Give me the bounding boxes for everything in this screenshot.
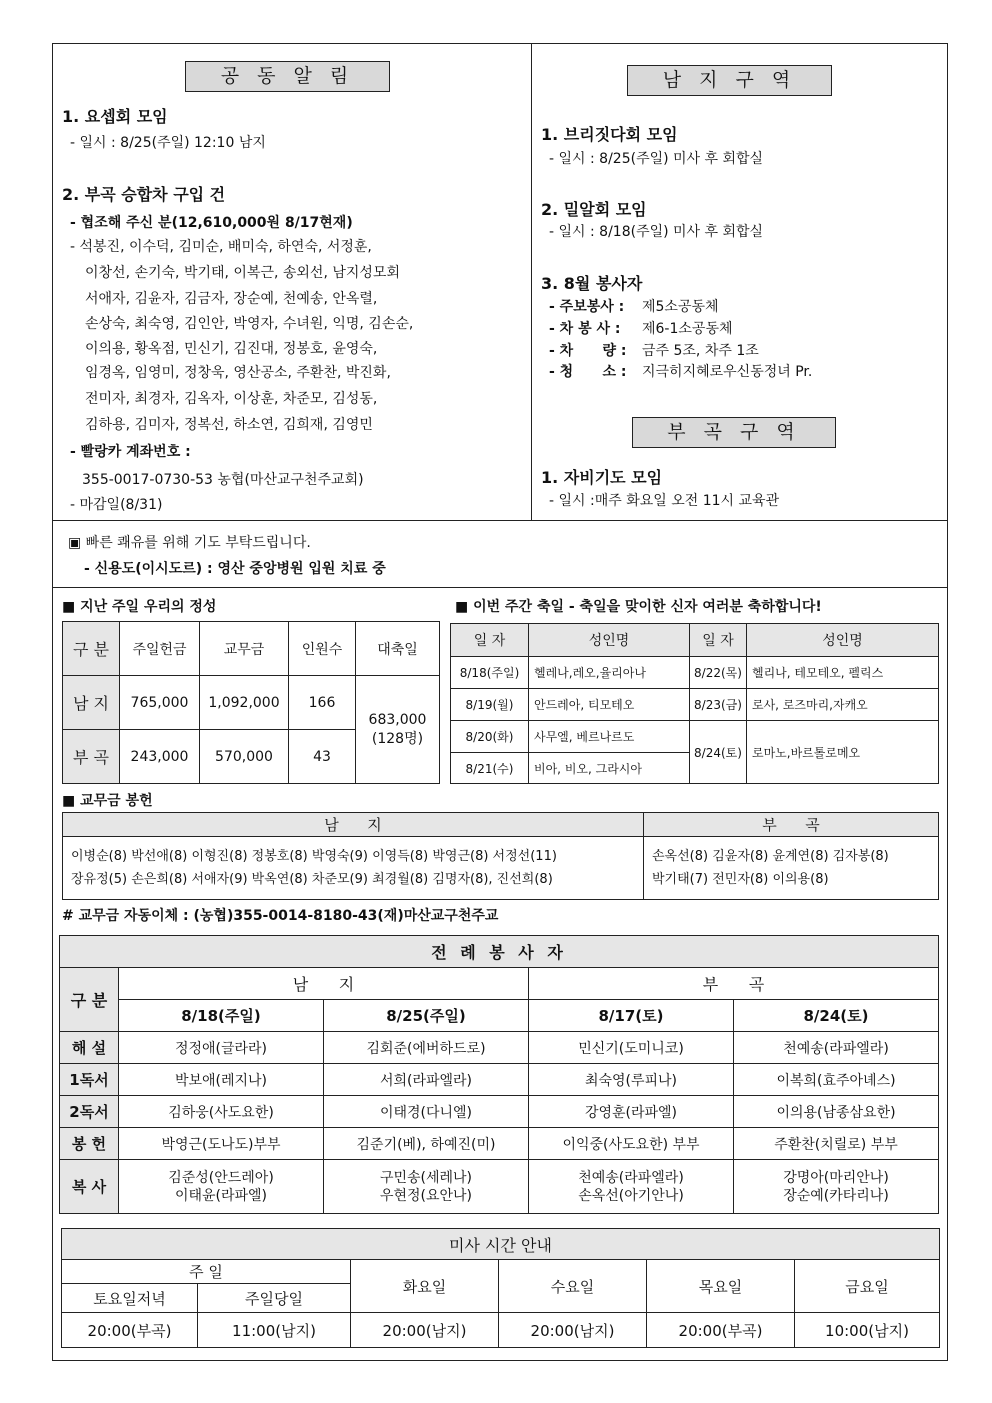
- server-name: 손옥선(아기안나): [578, 1187, 684, 1204]
- namji-item3-title: 3. 8월 봉사자: [541, 274, 643, 293]
- common-item1-line: - 일시 : 8/25(주일) 12:10 남지: [70, 135, 266, 151]
- feast-names: 안드레아, 티모테오: [529, 689, 690, 721]
- feast-date: 8/19(월): [451, 689, 529, 721]
- table-cell: 43: [289, 730, 356, 784]
- table-row: [451, 721, 939, 753]
- table-cell: 이태경(다니엘): [324, 1096, 529, 1128]
- column-header: 성인명: [747, 624, 939, 657]
- table-row: [60, 1160, 939, 1214]
- mass-times-table: [61, 1228, 940, 1348]
- volunteer-label: - 차 량 :: [549, 343, 627, 359]
- feast-names: 헬레나,레오,율리아나: [529, 657, 690, 689]
- dues-line: 이병순(8) 박선애(8) 이형진(8) 정봉호(8) 박영숙(9) 이영득(8) 박영근(8) 서정선(11): [71, 849, 557, 864]
- table-cell: [529, 1160, 734, 1214]
- volunteer-value: 제5소공동체: [642, 299, 719, 315]
- table-header-row: [60, 1000, 939, 1032]
- column-header: 남 지: [119, 968, 529, 1000]
- table-cell: 정정애(글라라): [119, 1032, 324, 1064]
- table-cell: 김준기(베), 하예진(미): [324, 1128, 529, 1160]
- table-cell: 김하웅(사도요한): [119, 1096, 324, 1128]
- feast-table: [450, 623, 939, 784]
- table-row: [62, 1313, 940, 1348]
- bugok-item1-title: 1. 자비기도 모임: [541, 468, 663, 487]
- table-row: [60, 1096, 939, 1128]
- column-header: 교무금: [200, 622, 289, 676]
- deadline: - 마감일(8/31): [70, 497, 163, 513]
- table-header-row: [451, 624, 939, 657]
- account-number: 355-0017-0730-53 농협(마산교구천주교회): [82, 472, 364, 488]
- column-header: 화요일: [351, 1260, 499, 1313]
- table-title-row: [60, 936, 939, 968]
- feast-date: 8/21(수): [451, 753, 529, 784]
- table-row: [63, 676, 440, 730]
- table-cell: 김회준(에버하드로): [324, 1032, 529, 1064]
- column-header: 토요일저녁: [62, 1284, 198, 1313]
- table-cell: 570,000: [200, 730, 289, 784]
- row-label: 부 곡: [63, 730, 120, 784]
- volunteer-value: 제6-1소공동체: [642, 321, 733, 337]
- table-cell: 강영훈(라파엘): [529, 1096, 734, 1128]
- table-row: [451, 657, 939, 689]
- column-divider: [531, 43, 532, 521]
- column-header: 수요일: [499, 1260, 647, 1313]
- column-header: 주 일: [62, 1260, 351, 1284]
- feast-date: 8/24(토): [690, 721, 747, 784]
- donor-line: 손상숙, 최숙영, 김인안, 박영자, 수녀원, 익명, 김손순,: [85, 316, 414, 332]
- date-header: 8/18(주일): [119, 1000, 324, 1032]
- mass-time: 11:00(남지): [198, 1313, 351, 1348]
- date-header: 8/17(토): [529, 1000, 734, 1032]
- dues-table: [62, 812, 939, 900]
- column-header: 구 분: [63, 622, 120, 676]
- volunteer-label: - 청 소 :: [549, 364, 627, 380]
- volunteer-label: - 차 봉 사 :: [549, 321, 621, 337]
- role-label: 봉 헌: [60, 1128, 119, 1160]
- date-header: 8/24(토): [734, 1000, 939, 1032]
- table-cell: 서희(라파엘라): [324, 1064, 529, 1096]
- section-divider: [52, 587, 948, 588]
- liturgy-title: 전 례 봉 사 자: [60, 936, 939, 968]
- feast-names: 사무엘, 베르나르도: [529, 721, 690, 753]
- column-header: 주일당일: [198, 1284, 351, 1313]
- prayer-heading: ▣ 빠른 쾌유를 위해 기도 부탁드립니다.: [68, 535, 311, 551]
- donor-line: - 석봉진, 이수덕, 김미순, 배미숙, 하연숙, 서정훈,: [70, 239, 372, 255]
- date-header: 8/25(주일): [324, 1000, 529, 1032]
- liturgy-table: [59, 935, 939, 1214]
- bugok-dues-names: [644, 837, 939, 900]
- column-header: 목요일: [647, 1260, 795, 1313]
- namji-item1-line: - 일시 : 8/25(주일) 미사 후 회합실: [549, 151, 764, 167]
- feast-names: 로마노,바르톨로메오: [747, 721, 939, 784]
- feast-date: 8/22(목): [690, 657, 747, 689]
- table-cell: [734, 1160, 939, 1214]
- role-label: 복 사: [60, 1160, 119, 1214]
- table-header-row: [60, 968, 939, 1000]
- dues-line: 박기태(7) 전민자(8) 이의용(8): [652, 872, 829, 887]
- column-header: 부 곡: [644, 813, 939, 837]
- table-title-row: [62, 1229, 940, 1260]
- server-name: 구민송(세레나): [379, 1169, 473, 1186]
- donor-line: 김하용, 김미자, 정복선, 하소연, 김희재, 김영민: [85, 417, 373, 433]
- bugok-title: 부 곡 구 역: [632, 417, 836, 448]
- feast-total-cell: [356, 676, 440, 784]
- table-cell: 이익중(사도요한) 부부: [529, 1128, 734, 1160]
- account-heading: - 빨랑카 계좌번호 :: [70, 444, 191, 460]
- volunteer-value: 지극히지혜로우신동정녀 Pr.: [642, 364, 813, 380]
- donors-heading: - 협조해 주신 분(12,610,000원 8/17현재): [70, 215, 353, 231]
- table-row: [63, 837, 939, 900]
- server-name: 천예송(라파엘라): [578, 1169, 684, 1186]
- feast-count: (128명): [371, 730, 424, 747]
- donor-line: 임경옥, 임영미, 정창욱, 영산공소, 주환찬, 박진화,: [85, 365, 391, 381]
- feast-date: 8/23(금): [690, 689, 747, 721]
- table-cell: [119, 1160, 324, 1214]
- feast-date: 8/18(주일): [451, 657, 529, 689]
- common-notice-title: 공 동 알 림: [185, 61, 390, 92]
- column-header: 성인명: [529, 624, 690, 657]
- offering-title: ■ 지난 주일 우리의 정성: [62, 599, 217, 615]
- row-header: 구 분: [60, 968, 119, 1032]
- mass-time: 20:00(부곡): [647, 1313, 795, 1348]
- table-row: [451, 689, 939, 721]
- volunteer-value: 금주 5조, 차주 1조: [642, 343, 759, 359]
- role-label: 1독서: [60, 1064, 119, 1096]
- namji-item2-title: 2. 밀알회 모임: [541, 200, 647, 219]
- table-header-row: [63, 813, 939, 837]
- server-name: 장순예(카타리나): [783, 1187, 889, 1204]
- table-cell: 최숙영(루피나): [529, 1064, 734, 1096]
- common-item1-title: 1. 요셉회 모임: [62, 107, 168, 126]
- table-cell: 765,000: [120, 676, 200, 730]
- column-header: 주일헌금: [120, 622, 200, 676]
- row-label: 남 지: [63, 676, 120, 730]
- server-name: 김준성(안드레아): [168, 1169, 274, 1186]
- column-header: 일 자: [451, 624, 529, 657]
- donor-line: 서애자, 김윤자, 김금자, 장순예, 천예송, 안옥렬,: [85, 291, 378, 307]
- server-name: 강명아(마리안나): [783, 1169, 889, 1186]
- mass-time: 20:00(부곡): [62, 1313, 198, 1348]
- mass-time: 10:00(남지): [795, 1313, 940, 1348]
- dues-title: ■ 교무금 봉헌: [62, 793, 153, 809]
- table-cell: 민신기(도미니코): [529, 1032, 734, 1064]
- table-cell: 1,092,000: [200, 676, 289, 730]
- table-cell: 166: [289, 676, 356, 730]
- table-header-row: [62, 1260, 940, 1284]
- feast-date: 8/20(화): [451, 721, 529, 753]
- server-name: 이태윤(라파엘): [174, 1187, 268, 1204]
- table-cell: 이의용(남종삼요한): [734, 1096, 939, 1128]
- mass-time: 20:00(남지): [351, 1313, 499, 1348]
- dues-line: 장유정(5) 손은희(8) 서애자(9) 박옥연(8) 차준모(9) 최경월(8) 김명자(8), 진선희(8): [71, 872, 553, 887]
- mass-time: 20:00(남지): [499, 1313, 647, 1348]
- namji-item2-line: - 일시 : 8/18(주일) 미사 후 회합실: [549, 224, 764, 240]
- server-name: 우현정(요안나): [379, 1187, 473, 1204]
- column-header: 남 지: [63, 813, 644, 837]
- table-row: [60, 1128, 939, 1160]
- volunteer-label: - 주보봉사 :: [549, 299, 625, 315]
- namji-item1-title: 1. 브리짓다회 모임: [541, 125, 678, 144]
- section-divider: [52, 520, 948, 521]
- donor-line: 이창선, 손기숙, 박기태, 이복근, 송외선, 남지성모회: [85, 265, 400, 281]
- prayer-line: - 신용도(이시도르) : 영산 중앙병원 입원 치료 중: [84, 561, 386, 577]
- donor-line: 이의용, 황옥점, 민신기, 김진대, 정봉호, 윤영숙,: [85, 341, 378, 357]
- table-cell: 243,000: [120, 730, 200, 784]
- mass-title: 미사 시간 안내: [62, 1229, 940, 1260]
- table-cell: 박보애(레지나): [119, 1064, 324, 1096]
- column-header: 부 곡: [529, 968, 939, 1000]
- feast-names: 로사, 로즈마리,자캐오: [747, 689, 939, 721]
- table-cell: 천예송(라파엘라): [734, 1032, 939, 1064]
- feast-amount: 683,000: [368, 711, 427, 728]
- namji-title: 남 지 구 역: [627, 65, 832, 96]
- feast-title: ■ 이번 주간 축일 - 축일을 맞이한 신자 여러분 축하합니다!: [455, 599, 822, 615]
- table-cell: 주환찬(치릴로) 부부: [734, 1128, 939, 1160]
- feast-names: 헬리나, 테모테오, 펠릭스: [747, 657, 939, 689]
- offering-table: [62, 621, 440, 784]
- common-item2-title: 2. 부곡 승합차 구입 건: [62, 185, 226, 204]
- role-label: 2독서: [60, 1096, 119, 1128]
- donor-line: 전미자, 최경자, 김옥자, 이상훈, 차준모, 김성동,: [85, 391, 378, 407]
- feast-names: 비아, 비오, 그라시아: [529, 753, 690, 784]
- table-cell: 박영근(도나도)부부: [119, 1128, 324, 1160]
- bugok-item1-line: - 일시 :매주 화요일 오전 11시 교육관: [549, 493, 780, 509]
- table-row: [60, 1032, 939, 1064]
- table-row: [60, 1064, 939, 1096]
- column-header: 일 자: [690, 624, 747, 657]
- column-header: 금요일: [795, 1260, 940, 1313]
- role-label: 해 설: [60, 1032, 119, 1064]
- auto-transfer-account: # 교무금 자동이체 : (농협)355-0014-8180-43(재)마산교구천주교: [62, 908, 499, 924]
- dues-line: 손옥선(8) 김윤자(8) 윤계연(8) 김자봉(8): [652, 849, 889, 864]
- table-cell: [324, 1160, 529, 1214]
- namji-dues-names: [63, 837, 644, 900]
- column-header: 대축일: [356, 622, 440, 676]
- table-cell: 이복희(효주아녜스): [734, 1064, 939, 1096]
- column-header: 인원수: [289, 622, 356, 676]
- table-header-row: [63, 622, 440, 676]
